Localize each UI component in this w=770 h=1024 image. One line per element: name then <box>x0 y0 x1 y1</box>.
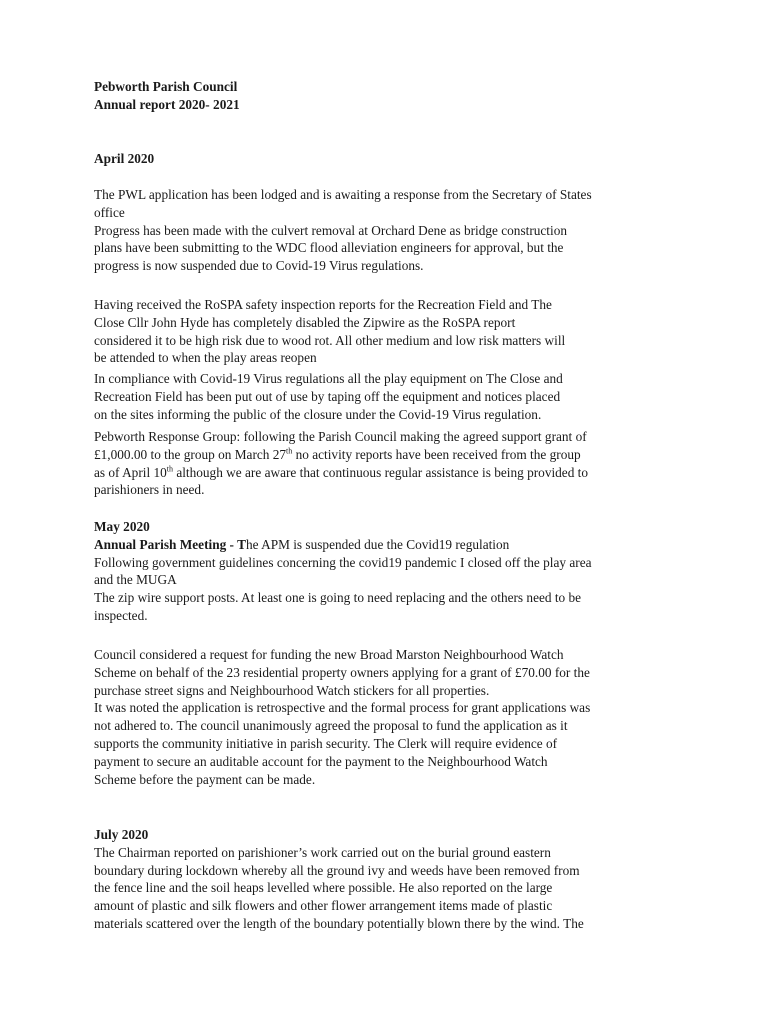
text-line: boundary during lockdown whereby all the ground ivy and weeds have been removed from <box>94 862 580 878</box>
text-line: Scheme on behalf of the 23 residential property owners applying for a grant of £70.00 for the <box>94 664 590 680</box>
text-line: progress is now suspended due to Covid-19 Virus regulations. <box>94 258 424 274</box>
text-line: In compliance with Covid-19 Virus regulations all the play equipment on The Close and <box>94 371 563 386</box>
text-line: Close Cllr John Hyde has completely disabled the Zipwire as the RoSPA report <box>94 314 516 330</box>
section-heading-april: April 2020 <box>94 151 155 166</box>
text-line: inspected. <box>94 607 148 623</box>
text-line: Having received the RoSPA safety inspection reports for the Recreation Field and The <box>94 297 552 312</box>
text-line: The zip wire support posts. At least one is going to need replacing and the others need to be <box>94 590 582 606</box>
text-line: The PWL application has been lodged and is awaiting a response from the Secretary of States <box>94 187 592 202</box>
text-line <box>94 536 694 554</box>
text-line: parishioners in need. <box>94 482 205 498</box>
text-line: Scheme before the payment can be made. <box>94 771 316 787</box>
text-line: Progress has been made with the culvert removal at Orchard Dene as bridge construction <box>94 222 567 238</box>
text-line: on the sites informing the public of the closure under the Covid-19 Virus regulation. <box>94 406 542 422</box>
text-line: the fence line and the soil heaps levelled where possible. He also reported on the large <box>94 880 553 896</box>
text-segment: although we are aware that continuous regular assistance is being provided to <box>173 464 589 480</box>
text-line: office <box>94 204 125 220</box>
council-name: Pebworth Parish Council <box>94 79 238 94</box>
april-paragraph-play-equipment <box>94 370 694 423</box>
april-paragraph-rospa <box>94 296 694 367</box>
section-heading-july: July 2020 <box>94 827 149 842</box>
text-line: Recreation Field has been put out of use by taping off the equipment and notices placed <box>94 388 561 404</box>
text-line: Following government guidelines concerning the covid19 pandemic I closed off the play area <box>94 554 592 570</box>
section-heading-may: May 2020 <box>94 519 150 534</box>
text-line: amount of plastic and silk flowers and other flower arrangement items made of plastic <box>94 898 553 914</box>
text-line: Council considered a request for funding the new Broad Marston Neighbourhood Watch <box>94 647 564 662</box>
may-paragraph-neighbourhood-watch <box>94 646 694 788</box>
text-segment: £1,000.00 to the group on March 27 <box>94 446 287 462</box>
text-segment: he APM is suspended due the Covid19 regulation <box>245 536 510 552</box>
text-line: and the MUGA <box>94 572 177 588</box>
text-line <box>94 446 694 464</box>
text-segment: as of April 10 <box>94 464 167 480</box>
text-line: Pebworth Response Group: following the Parish Council making the agreed support grant of <box>94 429 587 444</box>
text-line: plans have been submitting to the WDC flood alleviation engineers for approval, but the <box>94 240 564 256</box>
text-segment: no activity reports have been received from the group <box>292 446 581 462</box>
may-section <box>94 518 694 625</box>
report-title: Annual report 2020- 2021 <box>94 96 240 112</box>
july-section <box>94 826 694 933</box>
april-paragraph-response-group <box>94 428 694 499</box>
ordinal-suffix: th <box>166 464 173 474</box>
apm-label: Annual Parish Meeting - T <box>94 536 246 552</box>
text-line: be attended to when the play areas reopen <box>94 350 317 366</box>
text-line: not adhered to. The council unanimously agreed the proposal to fund the application as it <box>94 718 568 734</box>
text-line: considered it to be high risk due to wood rot. All other medium and low risk matters will <box>94 332 566 348</box>
text-line: The Chairman reported on parishioner’s work carried out on the burial ground eastern <box>94 844 551 860</box>
text-line: It was noted the application is retrospective and the formal process for grant applications was <box>94 700 591 716</box>
text-line: purchase street signs and Neighbourhood Watch stickers for all properties. <box>94 682 490 698</box>
text-line <box>94 464 694 482</box>
ordinal-suffix: th <box>286 446 293 456</box>
text-line: materials scattered over the length of the boundary potentially blown there by the wind. The <box>94 915 584 931</box>
report-header <box>94 78 694 114</box>
text-line: supports the community initiative in parish security. The Clerk will require evidence of <box>94 735 558 751</box>
text-line: payment to secure an auditable account for the payment to the Neighbourhood Watch <box>94 753 548 769</box>
april-paragraph-pwl <box>94 186 694 275</box>
